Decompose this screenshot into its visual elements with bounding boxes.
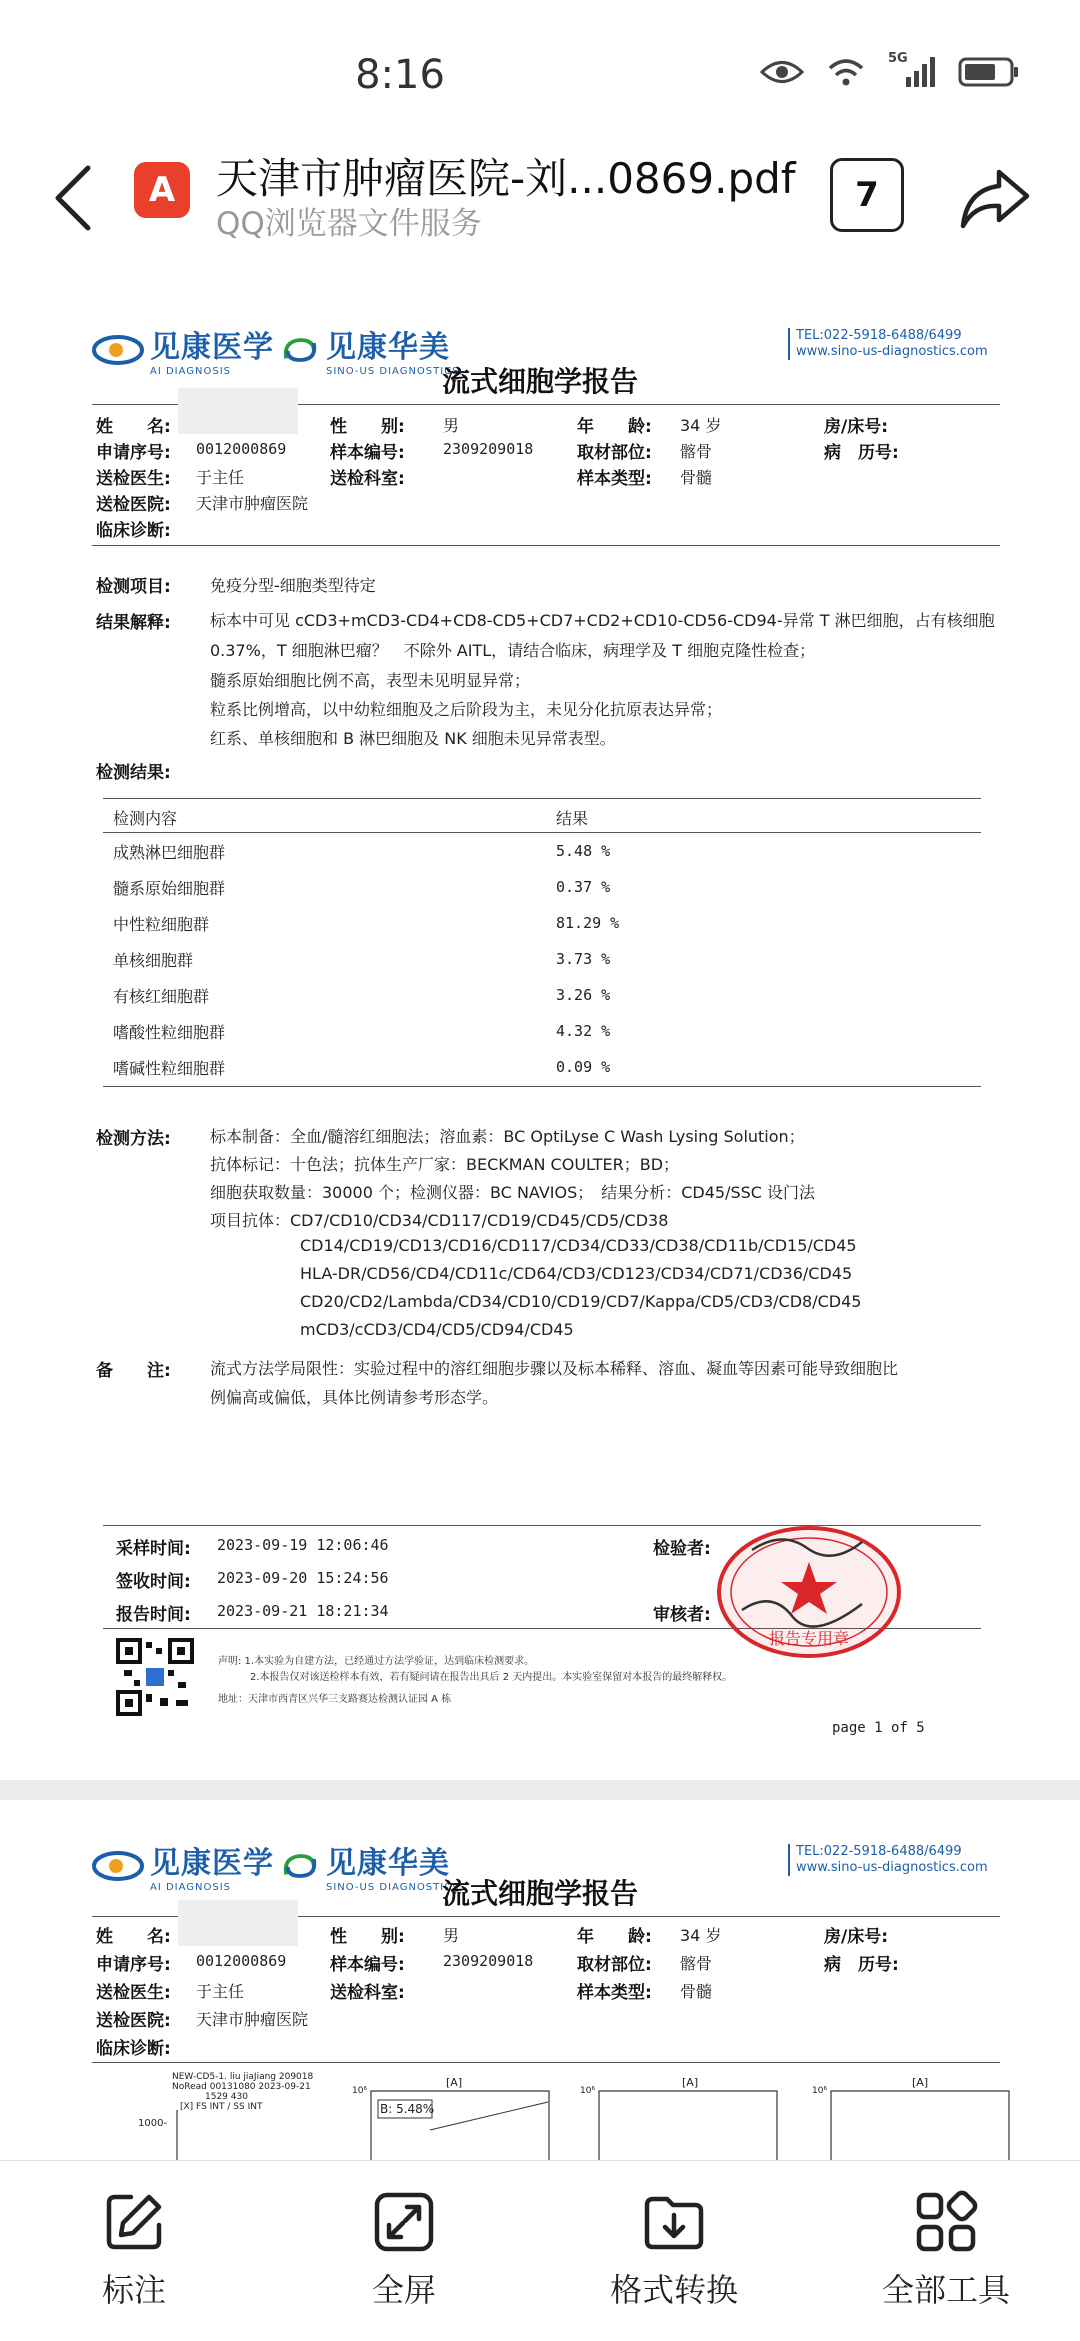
- page-number: page 1 of 5: [832, 1720, 925, 1736]
- logo-right-en: SINO-US DIAGNOSTICS: [326, 1882, 460, 1893]
- scatter-plot-2: [370, 2090, 550, 2160]
- doctor-name: 于主任: [196, 468, 245, 487]
- table-header-line: [103, 832, 981, 833]
- table-header-result: 结果: [556, 809, 589, 828]
- share-icon[interactable]: [955, 158, 1035, 238]
- test-item: 免疫分型-细胞类型待定: [210, 576, 376, 595]
- label-test-item: 检测项目:: [96, 577, 171, 597]
- wifi-icon: [826, 56, 866, 88]
- label-collect-time: 采样时间:: [116, 1539, 191, 1559]
- label-method: 检测方法:: [96, 1129, 171, 1149]
- row-name: 嗜酸性粒细胞群: [113, 1023, 226, 1042]
- divider: [92, 545, 1000, 546]
- label-sample-type: 样本类型:: [577, 469, 652, 489]
- stamp-text: 报告专用章: [768, 1629, 850, 1648]
- label-site: 取材部位:: [577, 1955, 652, 1975]
- expand-icon: [371, 2189, 437, 2255]
- label-request-no: 申请序号:: [96, 443, 171, 463]
- collect-time: 2023-09-19 12:06:46: [217, 1536, 389, 1554]
- plot-y-tick: 1000-: [138, 2118, 168, 2129]
- label-age: 年 龄:: [577, 1927, 652, 1947]
- label-doctor: 送检医生:: [96, 1983, 171, 2003]
- method-line: 项目抗体：CD7/CD10/CD34/CD117/CD19/CD45/CD5/CD38: [210, 1211, 669, 1230]
- network-type: 5G: [888, 51, 908, 66]
- label-diagnosis: 临床诊断:: [96, 2039, 171, 2059]
- logo-right-text: 见康华美: [326, 330, 450, 365]
- label-sex: 性 别:: [330, 417, 405, 437]
- label-dept: 送检科室:: [330, 1983, 405, 2003]
- interpretation-line: 粒系比例增高，以中幼粒细胞及之后阶段为主，未见分化抗原表达异常；: [210, 700, 723, 719]
- format-convert-button[interactable]: [584, 2189, 764, 2311]
- label-history: 病 历号:: [824, 443, 899, 463]
- report-title: 流式细胞学报告: [441, 1877, 638, 1910]
- contact-web: www.sino-us-diagnostics.com: [796, 344, 988, 359]
- scatter-plot-3: [598, 2090, 778, 2160]
- fullscreen-button[interactable]: [314, 2189, 494, 2311]
- label-results: 检测结果:: [96, 763, 171, 783]
- row-name: 嗜碱性粒细胞群: [113, 1059, 226, 1078]
- label-diagnosis: 临床诊断:: [96, 521, 171, 541]
- logo-left-en: AI DIAGNOSIS: [150, 366, 232, 377]
- battery-icon: [958, 57, 1020, 87]
- gate-label: B: 5.48%: [380, 2102, 435, 2116]
- row-value: 0.37 %: [556, 878, 611, 896]
- plot-y-tick: 10⁶: [812, 2086, 828, 2096]
- contact-tel: TEL:022-5918-6488/6499: [796, 328, 962, 343]
- logo-left-en: AI DIAGNOSIS: [150, 1882, 232, 1893]
- status-time: 8:16: [355, 52, 445, 98]
- scatter-plot-4: [830, 2090, 1010, 2160]
- statement-line: 声明: 1.本实验为自建方法，已经通过方法学验证，达到临床检测要求。: [218, 1656, 535, 1667]
- apps-grid-icon: [913, 2189, 979, 2255]
- patient-sex: 男: [443, 416, 460, 435]
- row-value: 3.26 %: [556, 986, 611, 1004]
- report-seal-stamp: [712, 1520, 907, 1660]
- logo-left-text: 见康医学: [150, 1846, 274, 1881]
- antibody-line: CD20/CD2/Lambda/CD34/CD10/CD19/CD7/Kappa/CD5/CD3/CD8/CD45: [300, 1292, 862, 1311]
- patient-age: 34 岁: [680, 416, 722, 435]
- bottom-toolbar: [0, 2160, 1080, 2341]
- antibody-line: mCD3/cCD3/CD4/CD5/CD94/CD45: [300, 1320, 574, 1339]
- table-header-item: 检测内容: [113, 809, 178, 828]
- method-line: 标本制备：全血/髓溶红细胞法；溶血素：BC OptiLyse C Wash Lysing Solution；: [210, 1127, 805, 1146]
- row-name: 有核红细胞群: [113, 987, 210, 1006]
- remark-line: 例偏高或偏低，具体比例请参考形态学。: [210, 1388, 499, 1407]
- logo-right-text: 见康华美: [326, 1846, 450, 1881]
- label-bed: 房/床号:: [824, 417, 889, 437]
- status-bar: [0, 0, 1080, 140]
- label-age: 年 龄:: [577, 417, 652, 437]
- label-dept: 送检科室:: [330, 469, 405, 489]
- label-sample-type: 样本类型:: [577, 1983, 652, 2003]
- logo-left-text: 见康医学: [150, 330, 274, 365]
- eye-icon: [760, 57, 804, 87]
- plot-panel-label: [A]: [682, 2076, 699, 2089]
- request-no: 0012000869: [196, 1952, 287, 1970]
- plot-panel-label: [A]: [912, 2076, 929, 2089]
- signal-icon: [888, 51, 936, 89]
- receive-time: 2023-09-20 15:24:56: [217, 1569, 389, 1587]
- fullscreen-label: 全屏: [371, 2271, 436, 2309]
- label-request-no: 申请序号:: [96, 1955, 171, 1975]
- interpretation-line: 0.37%，T 细胞淋巴瘤？ 不除外 AITL，请结合临床，病理学及 T 细胞克隆性检查；: [210, 641, 816, 660]
- label-doctor: 送检医生:: [96, 469, 171, 489]
- hospital-name: 天津市肿瘤医院: [196, 494, 309, 513]
- doctor-name: 于主任: [196, 1982, 245, 2001]
- status-icons: [760, 51, 1020, 89]
- plot-subheader: 1529 430: [205, 2092, 248, 2102]
- row-name: 单核细胞群: [113, 951, 194, 970]
- sample-no: 2309209018: [443, 440, 534, 458]
- label-interpretation: 结果解释:: [96, 613, 171, 633]
- label-name: 姓 名:: [96, 1927, 171, 1947]
- report-title: 流式细胞学报告: [441, 365, 638, 398]
- label-sex: 性 别:: [330, 1927, 405, 1947]
- label-site: 取材部位:: [577, 443, 652, 463]
- antibody-line: CD14/CD19/CD13/CD16/CD117/CD34/CD33/CD38/CD11b/CD15/CD45: [300, 1236, 857, 1255]
- page-count-button[interactable]: 7: [830, 158, 904, 232]
- divider: [92, 2062, 1000, 2063]
- interpretation-line: 红系、单核细胞和 B 淋巴细胞及 NK 细胞未见异常表型。: [210, 729, 616, 748]
- label-reviewer: 审核者:: [653, 1605, 711, 1625]
- label-receive-time: 签收时间:: [116, 1572, 191, 1592]
- statement-line: 2.本报告仅对该送检样本有效，若有疑问请在报告出具后 2 天内提出。本实验室保留对本报告的最终解释权。: [250, 1672, 733, 1683]
- plot-y-tick: 10⁶: [352, 2086, 368, 2096]
- label-inspector: 检验者:: [653, 1539, 711, 1559]
- file-title: 天津市肿瘤医院-刘...0869.pdf: [216, 154, 796, 203]
- annotate-label: 标注: [101, 2271, 166, 2309]
- plot-axis-label: [X] FS INT / SS INT: [180, 2102, 263, 2112]
- label-bed: 房/床号:: [824, 1927, 889, 1947]
- row-name: 髓系原始细胞群: [113, 879, 226, 898]
- qr-code-icon: [116, 1638, 194, 1716]
- label-hospital: 送检医院:: [96, 495, 171, 515]
- plot-subheader: NoRead 00131080 2023-09-21: [172, 2082, 311, 2092]
- patient-sex: 男: [443, 1926, 460, 1945]
- file-subtitle: QQ浏览器文件服务: [216, 206, 482, 242]
- address: 地址：天津市西青区兴华三支路赛达检测认证园 A 栋: [218, 1694, 452, 1705]
- scatter-plot-1: [175, 2110, 315, 2160]
- interpretation-line: 髓系原始细胞比例不高，表型未见明显异常；: [210, 671, 531, 690]
- sample-site: 髂骨: [680, 442, 713, 461]
- pdf-file-icon: A: [134, 162, 190, 218]
- remark-line: 流式方法学局限性：实验过程中的溶红细胞步骤以及标本稀释、溶血、凝血等因素可能导致细胞比: [210, 1359, 899, 1378]
- annotate-button[interactable]: [44, 2189, 224, 2311]
- plot-panel-label: [A]: [446, 2076, 463, 2089]
- hospital-name: 天津市肿瘤医院: [196, 2010, 309, 2029]
- redacted-name: [178, 1900, 298, 1946]
- contact-info: [788, 328, 988, 360]
- sample-no: 2309209018: [443, 1952, 534, 1970]
- patient-age: 34 岁: [680, 1926, 722, 1945]
- sample-type: 骨髓: [680, 468, 713, 487]
- label-hospital: 送检医院:: [96, 2011, 171, 2031]
- table-bottom-line: [103, 1086, 981, 1087]
- sample-site: 髂骨: [680, 1954, 713, 1973]
- label-sample-no: 样本编号:: [330, 1955, 405, 1975]
- interpretation-line: 标本中可见 cCD3+mCD3-CD4+CD8-CD5+CD7+CD2+CD10-CD56-CD94-异常 T 淋巴细胞，占有核细胞: [210, 611, 995, 630]
- edit-icon: [101, 2189, 167, 2255]
- logo-right-en: SINO-US DIAGNOSTICS: [326, 366, 460, 377]
- label-history: 病 历号:: [824, 1955, 899, 1975]
- pdf-page-2: [0, 1800, 1080, 2160]
- sample-type: 骨髓: [680, 1982, 713, 2001]
- row-name: 成熟淋巴细胞群: [113, 843, 226, 862]
- row-value: 4.32 %: [556, 1022, 611, 1040]
- label-report-time: 报告时间:: [116, 1605, 191, 1625]
- redacted-name: [178, 388, 298, 434]
- row-name: 中性粒细胞群: [113, 915, 210, 934]
- method-line: 细胞获取数量：30000 个；检测仪器：BC NAVIOS； 结果分析：CD45/SSC 设门法: [210, 1183, 816, 1202]
- format-convert-label: 格式转换: [609, 2271, 738, 2309]
- contact-web: www.sino-us-diagnostics.com: [796, 1860, 988, 1875]
- all-tools-button[interactable]: [856, 2189, 1036, 2311]
- pdf-viewer[interactable]: [0, 260, 1080, 2160]
- report-time: 2023-09-21 18:21:34: [217, 1602, 389, 1620]
- label-remark: 备 注:: [96, 1361, 171, 1381]
- all-tools-label: 全部工具: [881, 2271, 1010, 2309]
- row-value: 3.73 %: [556, 950, 611, 968]
- pdf-page-1: [0, 260, 1080, 1780]
- contact-tel: TEL:022-5918-6488/6499: [796, 1844, 962, 1859]
- row-value: 81.29 %: [556, 914, 620, 932]
- plot-y-tick: 10⁶: [580, 2086, 596, 2096]
- method-line: 抗体标记：十色法；抗体生产厂家：BECKMAN COULTER；BD；: [210, 1155, 680, 1174]
- row-value: 5.48 %: [556, 842, 611, 860]
- back-arrow-icon[interactable]: [40, 158, 110, 238]
- antibody-line: HLA-DR/CD56/CD4/CD11c/CD64/CD3/CD123/CD34/CD71/CD36/CD45: [300, 1264, 853, 1283]
- label-sample-no: 样本编号:: [330, 443, 405, 463]
- table-top-line: [103, 798, 981, 799]
- request-no: 0012000869: [196, 440, 287, 458]
- plot-header: NEW-CD5-1. liu jiaJiang 209018: [172, 2072, 314, 2082]
- app-header: [0, 140, 1080, 260]
- row-value: 0.09 %: [556, 1058, 611, 1076]
- folder-download-icon: [641, 2189, 707, 2255]
- label-name: 姓 名:: [96, 417, 171, 437]
